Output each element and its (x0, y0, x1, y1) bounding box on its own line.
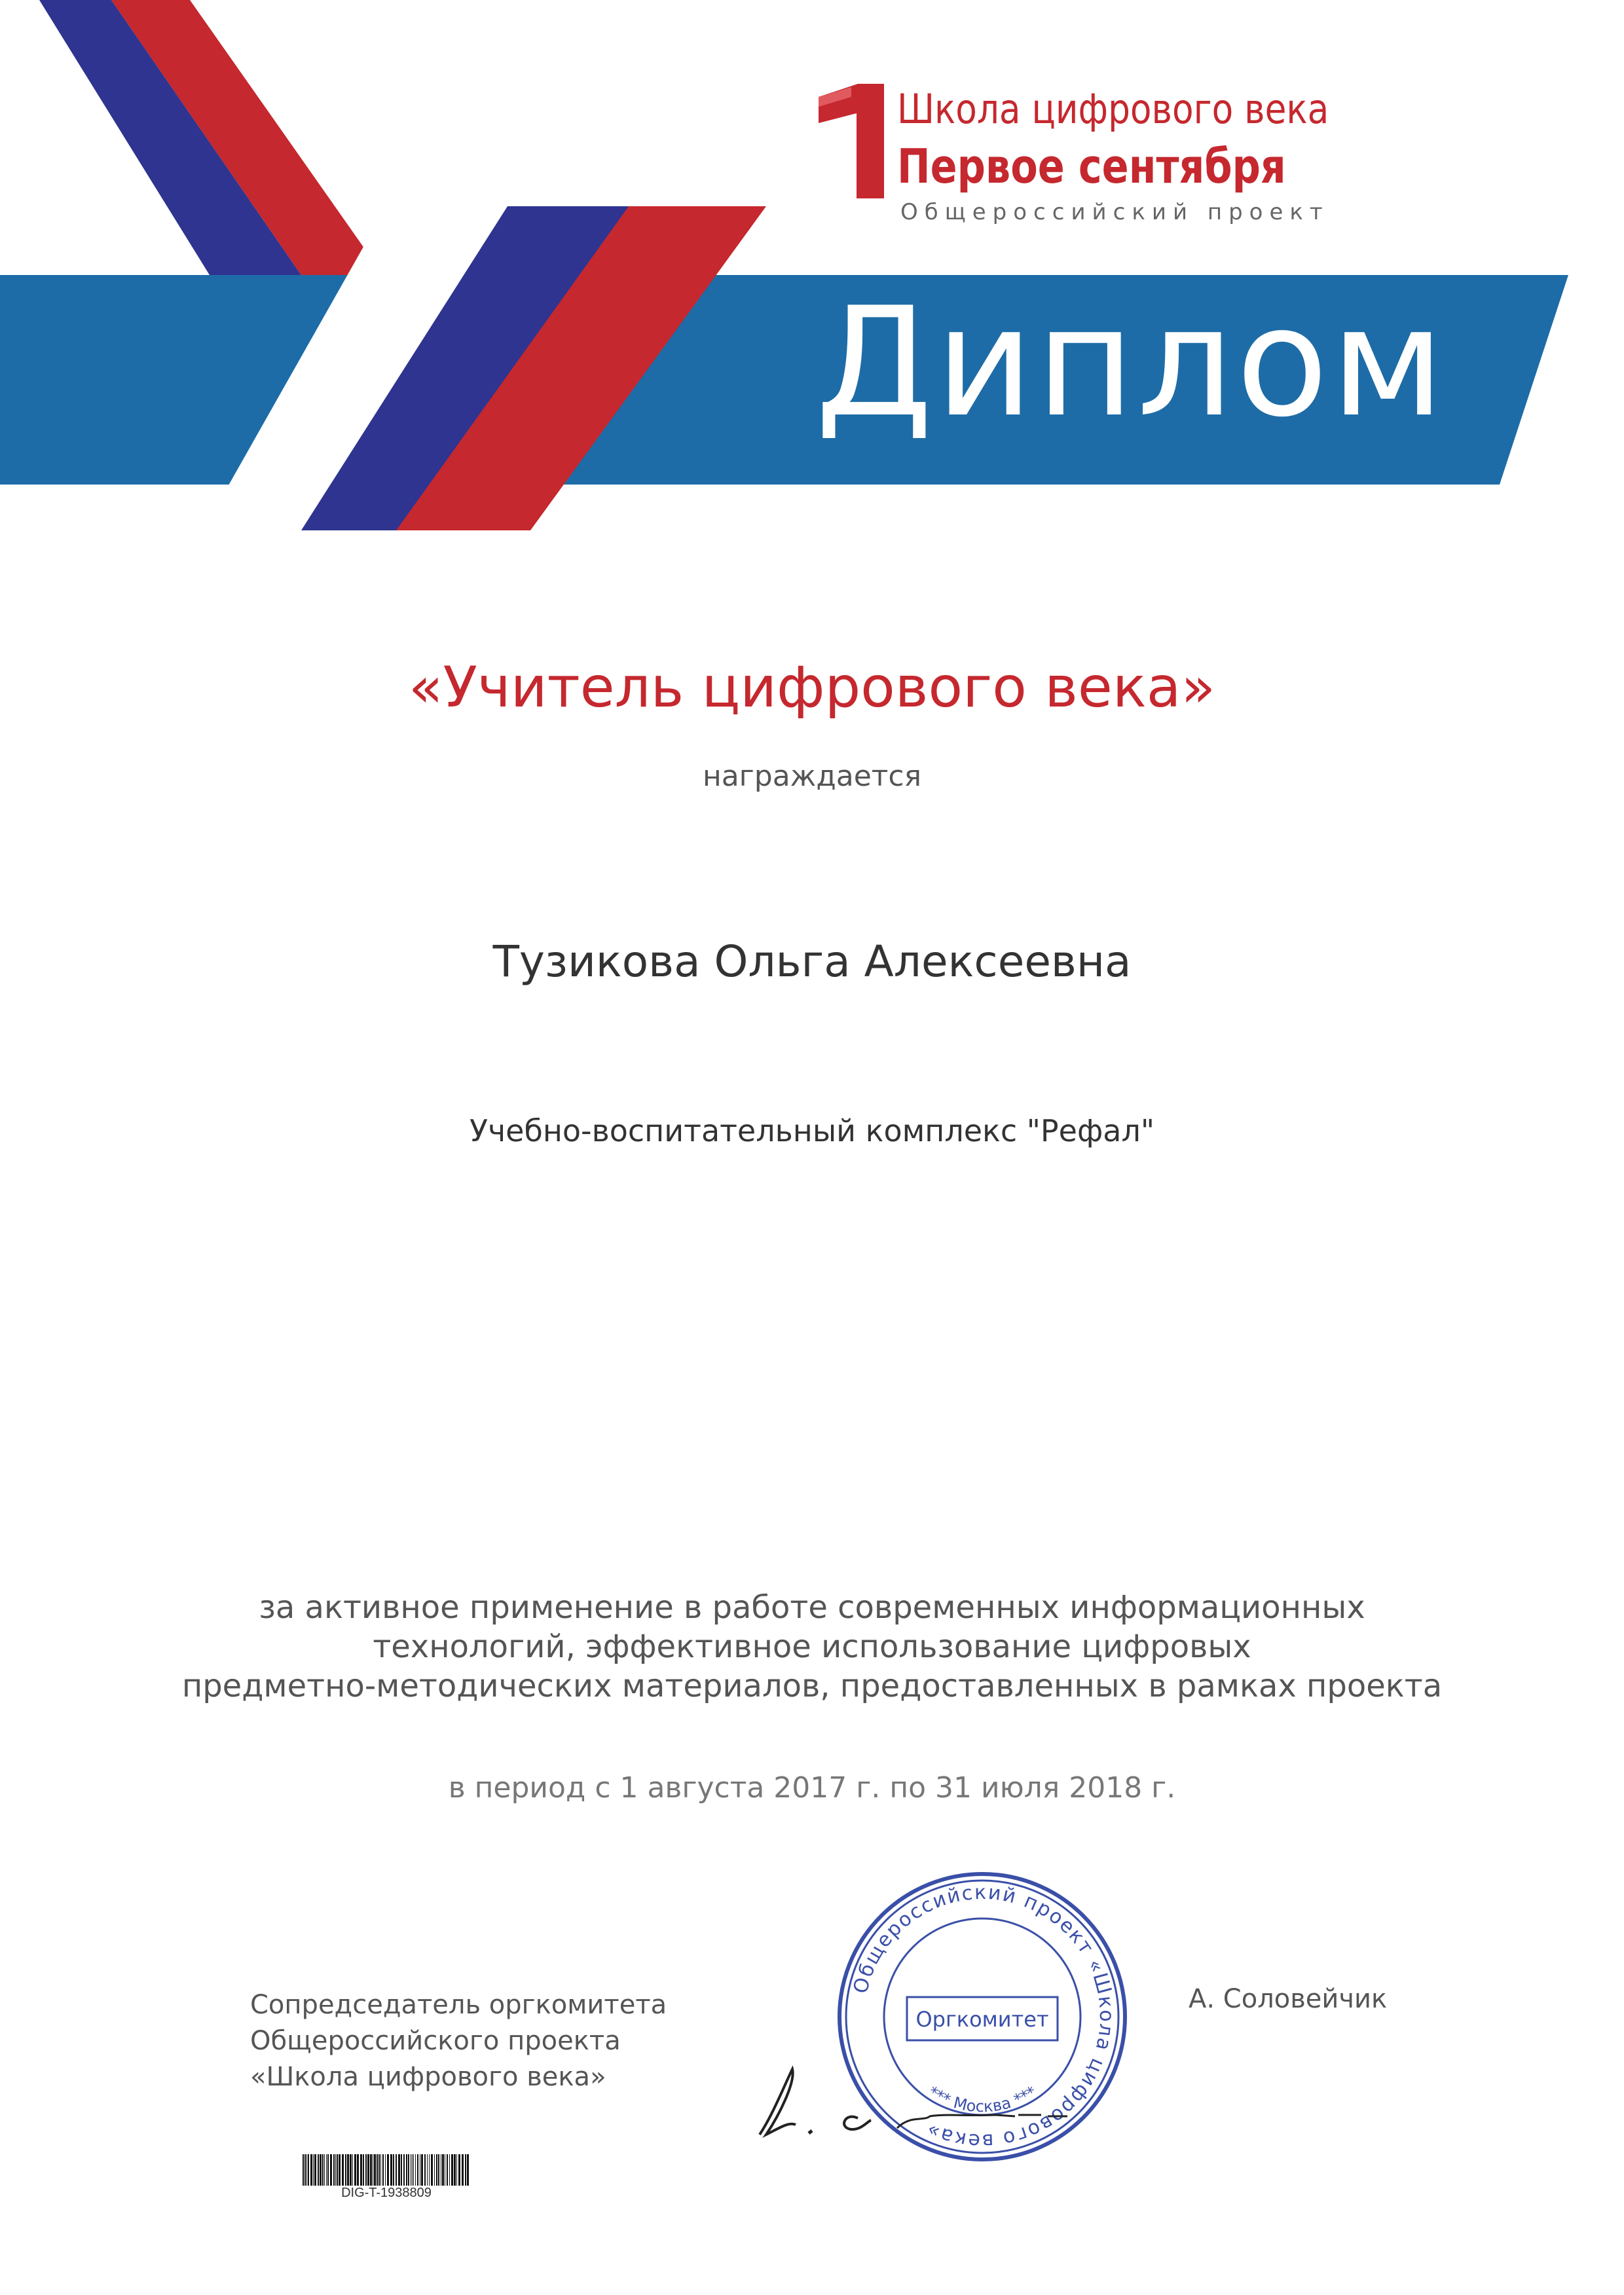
award-title: «Учитель цифрового века» (408, 655, 1216, 720)
diploma-title: Диплом (815, 276, 1447, 450)
position-line: Общероссийского проекта (250, 2026, 621, 2056)
signer-position (250, 1987, 667, 2095)
reason-line: за активное применение в работе современных информационных (259, 1589, 1365, 1626)
seal-bottom-text: *** Москва *** (925, 2082, 1040, 2116)
seal-ring-text: Общероссийский проект «Школа цифрового века» (849, 1881, 1118, 2153)
reason-line: технологий, эффективное использование цифровых (373, 1628, 1251, 1665)
award-reason (0, 1588, 1624, 1706)
logo-line-2: Первое сентября (897, 139, 1286, 194)
organization-name: Учебно-воспитательный комплекс "Рефал" (469, 1113, 1155, 1148)
reason-line: предметно-методических материалов, предоставленных в рамках проекта (181, 1668, 1443, 1704)
seal-center-text: Оргкомитет (915, 2007, 1049, 2032)
position-line: «Школа цифрового века» (250, 2062, 606, 2092)
signer-name: А. Соловейчик (1189, 1984, 1388, 2014)
recipient-name: Тузикова Ольга Алексеевна (492, 936, 1132, 987)
award-period: в период с 1 августа 2017 г. по 31 июля 2018 г. (448, 1771, 1176, 1805)
position-line: Сопредседатель оргкомитета (250, 1990, 667, 2020)
logo-line-1: Школа цифрового века (897, 85, 1329, 133)
logo-line-3: Общероссийский проект (900, 199, 1329, 225)
awarded-label: награждается (702, 760, 922, 793)
handwritten-signature (733, 2056, 1074, 2148)
barcode (301, 2154, 471, 2186)
barcode-number: DIG-T-1938809 (341, 2186, 432, 2200)
first-september-logo-icon (812, 84, 891, 202)
